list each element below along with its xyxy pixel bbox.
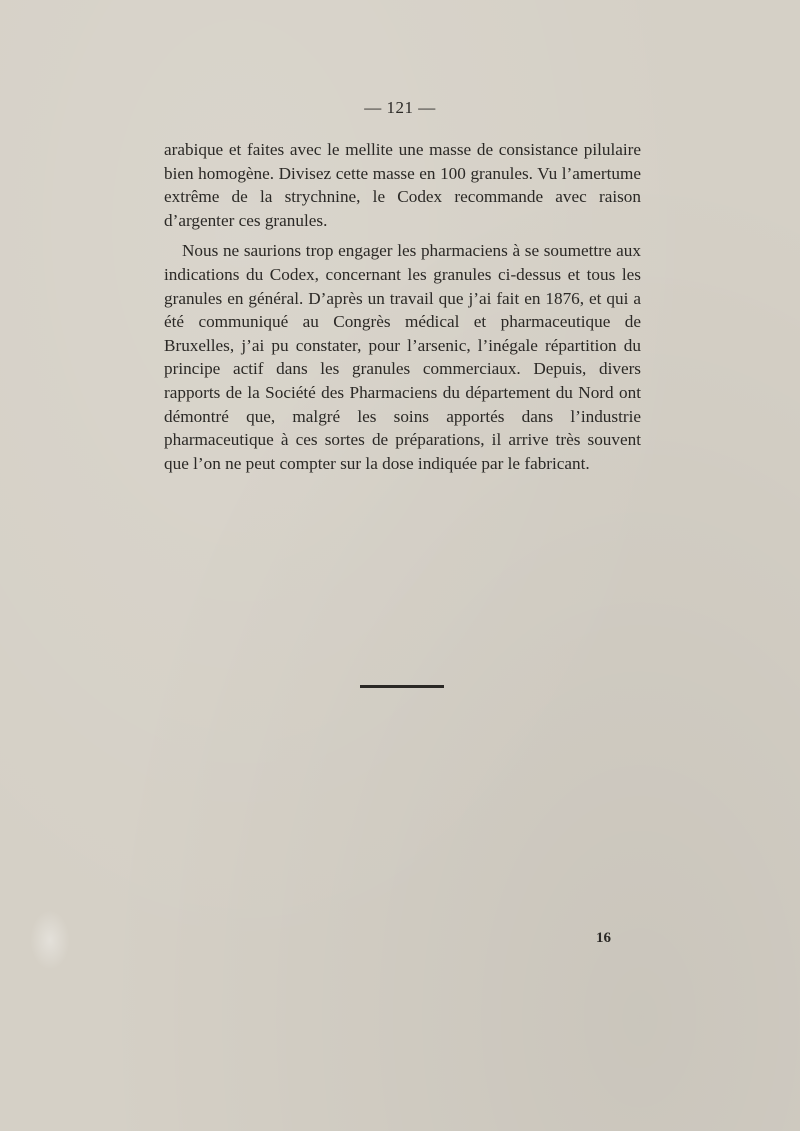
paragraph-1: arabique et faites avec le mellite une masse de consistance pilulaire bien homogène. Divisez cette masse en 100 granules. Vu l’amertume extrême de la strychnine, le Codex recommande avec raison d’argenter ces granules. [164,140,641,230]
page-number-header: — 121 — [364,98,436,117]
paragraph-2: Nous ne saurions trop engager les pharmaciens à se soumettre aux indications du Codex, concernant les granules ci-dessus et tous les granules en général. D’après un travail que j’ai fait en 1876, et qui a été communiqué au Congrès médical et pharmaceutique de Bruxelles, j’ai pu constater, pour l’arsenic, l’inégale répartition du principe actif dans les granules commerciaux. Depuis, divers rapports de la Société des Pharmaciens du département du Nord ont démontré que, malgré les soins apportés dans l’industrie pharmaceutique à ces sortes de préparations, il arrive très souvent que l’on ne peut compter sur la dose indiquée par le fabricant. [164,241,641,473]
paper-stain [30,910,70,970]
body-text [164,138,641,475]
signature-mark: 16 [596,930,611,946]
section-end-rule [360,685,444,688]
